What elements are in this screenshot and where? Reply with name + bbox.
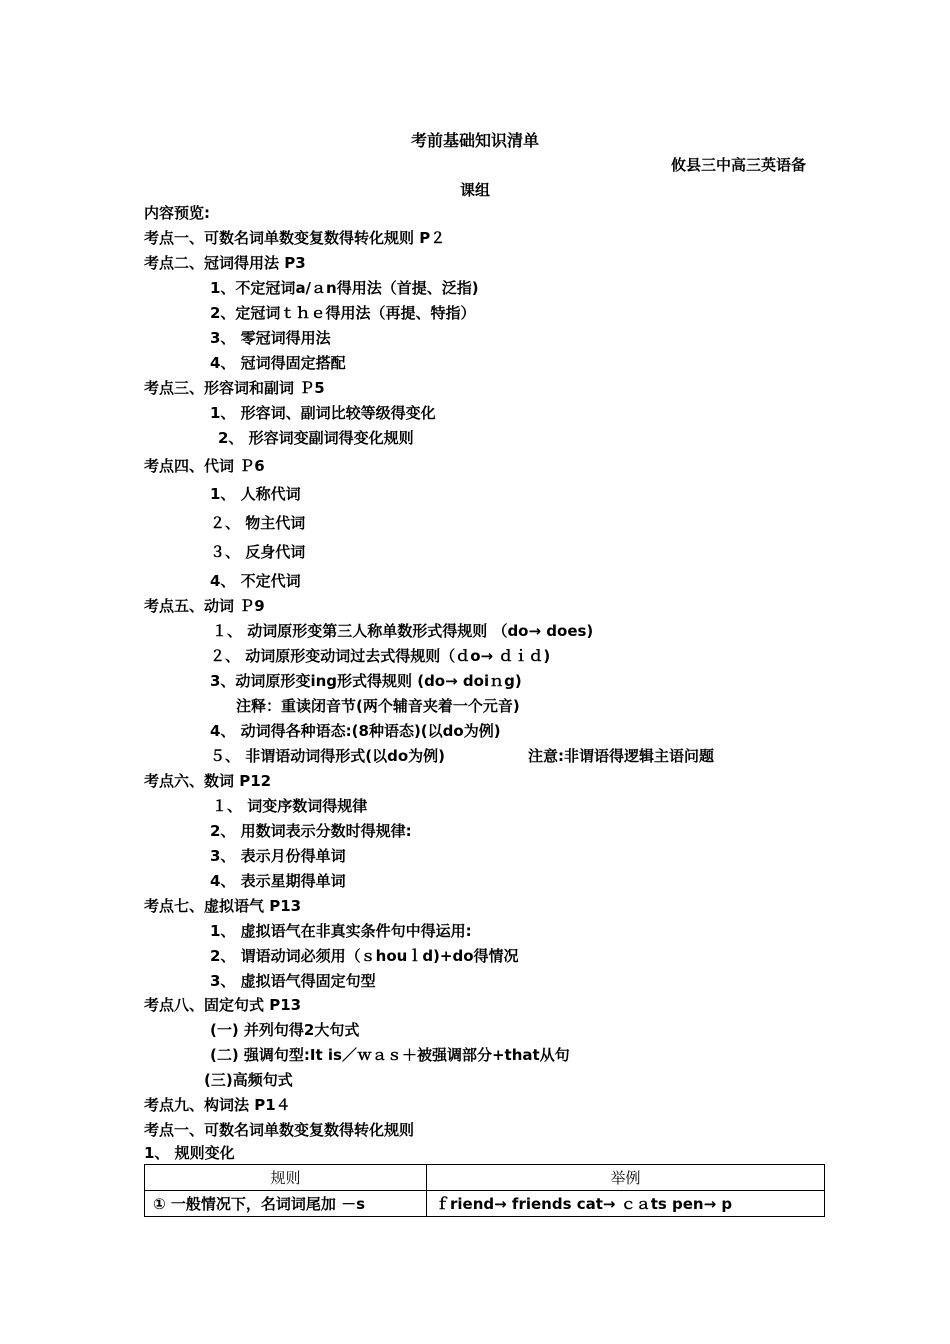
section-heading: 考点三、形容词和副词 Ｐ5 — [144, 379, 325, 397]
list-item: 1、 虚拟语气在非真实条件句中得运用: — [210, 922, 472, 940]
list-item: 1、 人称代词 — [210, 485, 301, 503]
list-item: １、 动词原形变第三人称单数形式得规则 （do→ does) — [212, 622, 594, 640]
list-item: ２、 物主代词 — [210, 514, 306, 532]
list-item: (二) 强调句型:It is／ｗａｓ＋被强调部分+that从句 — [210, 1046, 570, 1064]
section-heading: 考点七、虚拟语气 P13 — [144, 897, 302, 915]
section-heading: 考点八、固定句式 P13 — [144, 996, 302, 1014]
table-header-row — [145, 1165, 825, 1191]
list-item: 3、 表示月份得单词 — [210, 847, 346, 865]
list-item: ３、 反身代词 — [210, 543, 306, 561]
list-item: ２、 动词原形变动词过去式得规则（ｄo→ ｄｉｄ) — [210, 647, 551, 665]
list-item: 1、 形容词、副词比较等级得变化 — [210, 404, 436, 422]
list-item: 4、 冠词得固定搭配 — [210, 354, 346, 372]
table-cell-rule: ① 一般情况下，名词词尾加 －s — [145, 1191, 427, 1217]
list-item: 2、定冠词ｔｈｅ得用法（再提、特指） — [210, 304, 476, 322]
subsection-heading: 1、 规则变化 — [144, 1144, 235, 1162]
list-item: 4、 动词得各种语态:(8种语态)(以do为例) — [210, 722, 501, 740]
section-heading: 考点一、可数名词单数变复数得转化规则 P２ — [144, 229, 446, 247]
list-item: 2、 形容词变副词得变化规则 — [218, 429, 414, 447]
table-cell-example: ｆriend→ friends cat→ ｃａts pen→ p — [427, 1191, 825, 1217]
column-header-rule: 规则 — [145, 1165, 427, 1191]
section-heading: 考点五、动词 Ｐ9 — [144, 597, 265, 615]
list-item: 3、 虚拟语气得固定句型 — [210, 972, 376, 990]
table-row — [145, 1191, 825, 1217]
list-item: １、 词变序数词得规律 — [212, 797, 368, 815]
document-title: 考前基础知识清单 — [410, 131, 539, 150]
section-heading: 考点六、数词 P12 — [144, 772, 272, 790]
list-item: 1、不定冠词a/ａn得用法（首提、泛指) — [210, 279, 479, 297]
note-text: 注释：重读闭音节(两个辅音夹着一个元音) — [236, 697, 520, 715]
list-item: 4、 不定代词 — [210, 572, 301, 590]
list-item: ５、 非谓语动词得形式(以do为例) — [210, 747, 445, 765]
rules-table — [144, 1164, 825, 1217]
list-item: 3、 零冠词得用法 — [210, 329, 331, 347]
author-line-continued: 课组 — [459, 181, 490, 199]
section-heading: 考点九、构词法 P1４ — [144, 1096, 291, 1114]
note-text: 注意:非谓语得逻辑主语问题 — [528, 747, 714, 765]
author-line: 攸县三中高三英语备 — [670, 156, 806, 174]
list-item: 2、 谓语动词必须用（ｓhouｌd)+do得情况 — [210, 947, 519, 965]
list-item: 3、动词原形变ing形式得规则 (do→ doiｎg) — [210, 672, 522, 690]
section-heading: 考点一、可数名词单数变复数得转化规则 — [144, 1121, 415, 1139]
section-heading: 考点四、代词 Ｐ6 — [144, 457, 265, 475]
section-heading: 考点二、冠词得用法 P3 — [144, 254, 306, 272]
column-header-example: 举例 — [427, 1165, 825, 1191]
list-item: (一) 并列句得2大句式 — [210, 1021, 360, 1039]
list-item: (三)高频句式 — [204, 1071, 293, 1089]
list-item: 2、 用数词表示分数时得规律: — [210, 822, 412, 840]
list-item: 4、 表示星期得单词 — [210, 872, 346, 890]
preview-label: 内容预览: — [144, 204, 210, 222]
